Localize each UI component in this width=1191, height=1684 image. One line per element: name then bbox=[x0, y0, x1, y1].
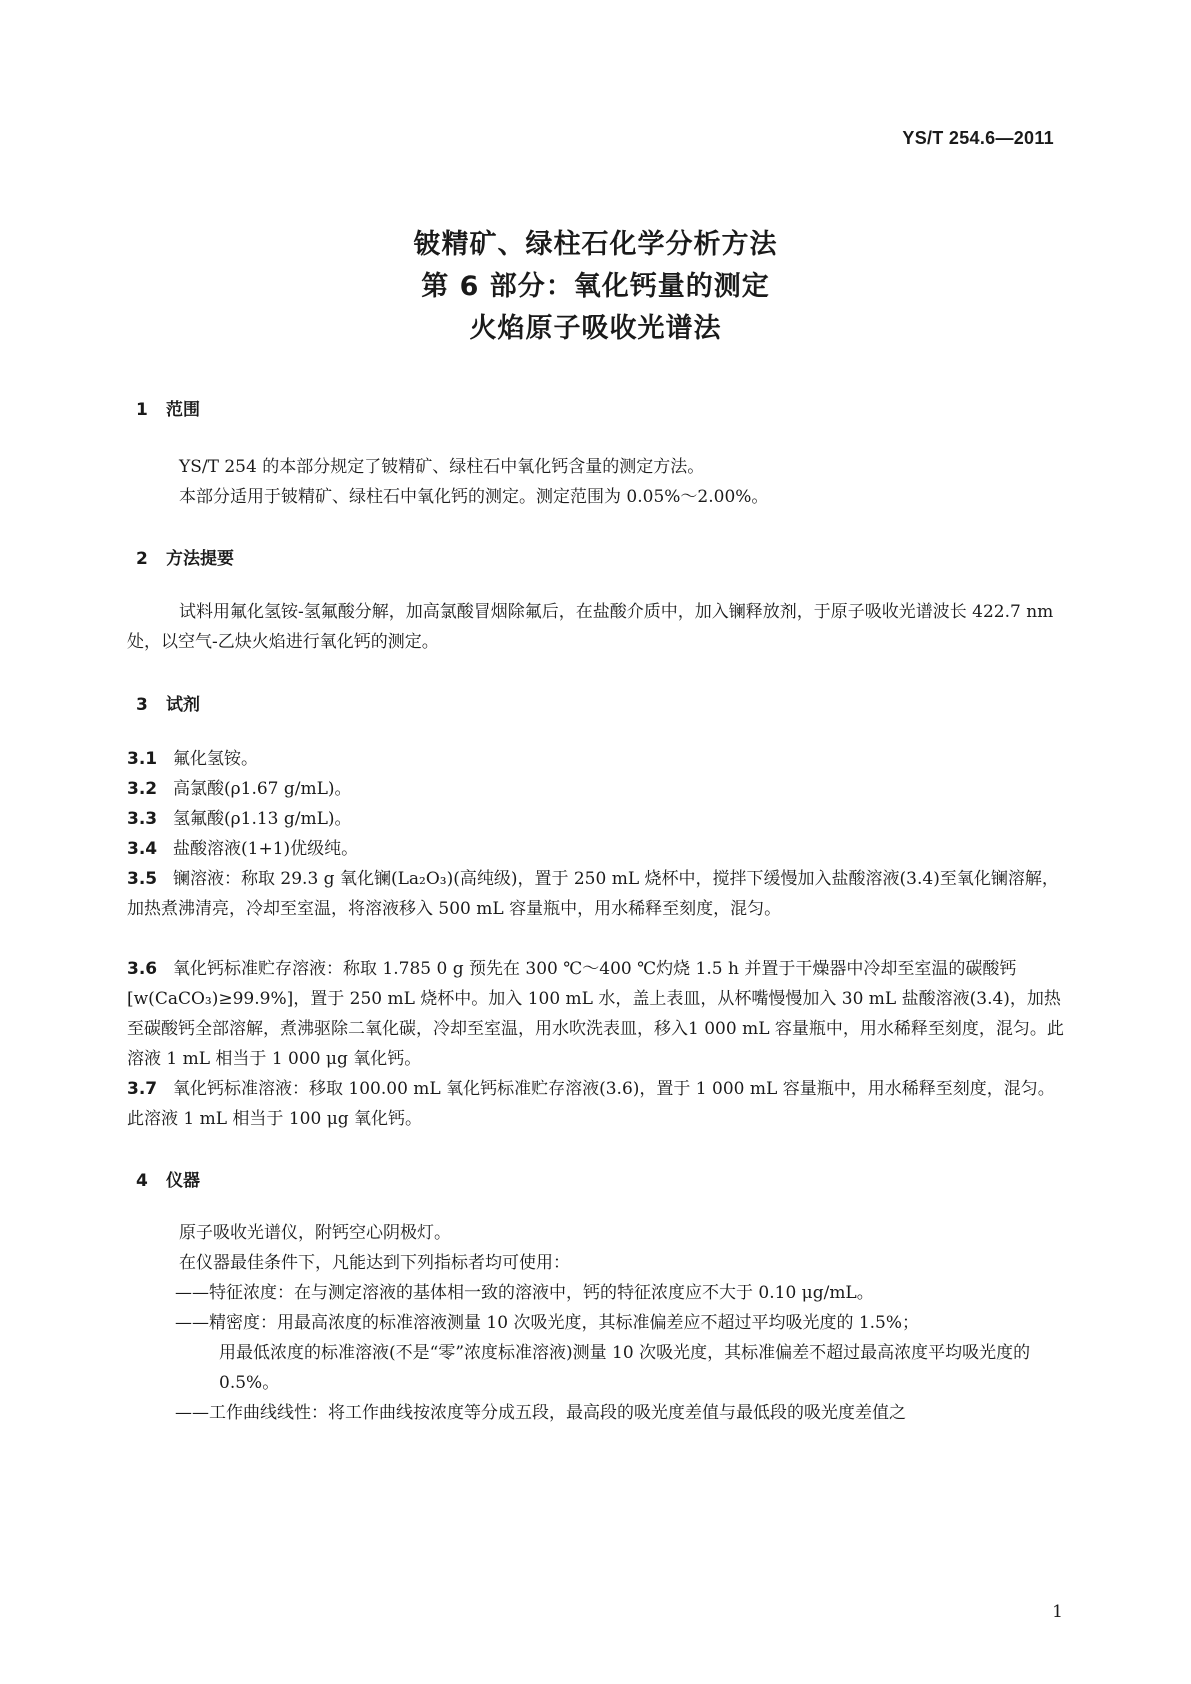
spec-item-linearity bbox=[175, 1398, 1066, 1428]
paragraph: 原子吸收光谱仪，附钙空心阴极灯。 bbox=[179, 1223, 451, 1243]
list-item bbox=[127, 954, 1066, 1074]
item-text: 氧化钙标准贮存溶液：称取 1.785 0 g 预先在 300 ℃～400 ℃灼烧 1.5 h 并置于干燥器中冷却至室温的碳酸钙[w(CaCO₃)≥99.9%]，置于 250 mL 烧杯中。加入 100 mL 水，盖上表皿，从杯嘴慢慢加入 30 mL 盐酸溶液(3.4)，加热至碳酸钙全部溶解，煮沸驱除二氧化碳，冷却至室温，用水吹洗表皿，移入1 000 mL 容量瓶中，用水稀释至刻度，混匀。此溶液 1 mL 相当于 1 000 μg 氧化钙。 bbox=[127, 959, 1064, 1069]
document-title bbox=[0, 224, 1191, 350]
title-line-3: 火焰原子吸收光谱法 bbox=[469, 313, 722, 344]
item-text: 高氯酸(ρ1.67 g/mL)。 bbox=[173, 779, 352, 799]
list-item bbox=[127, 864, 1066, 924]
item-number: 3.6 bbox=[127, 959, 158, 979]
section-number: 4 bbox=[136, 1171, 148, 1191]
item-text: 盐酸溶液(1+1)优级纯。 bbox=[173, 839, 359, 859]
section-title: 试剂 bbox=[166, 695, 200, 715]
section-number: 3 bbox=[136, 695, 148, 715]
list-item bbox=[127, 804, 1066, 834]
item-text: 氧化钙标准溶液：移取 100.00 mL 氧化钙标准贮存溶液(3.6)，置于 1 000 mL 容量瓶中，用水稀释至刻度，混匀。此溶液 1 mL 相当于 100 μg 氧化钙。 bbox=[127, 1079, 1055, 1129]
title-line-1: 铍精矿、绿柱石化学分析方法 bbox=[413, 229, 778, 260]
list-item bbox=[127, 774, 1066, 804]
page-number: 1 bbox=[1052, 1602, 1063, 1622]
section-title: 范围 bbox=[166, 400, 200, 420]
item-number: 3.2 bbox=[127, 779, 158, 799]
item-text: 氟化氢铵。 bbox=[173, 749, 258, 769]
standard-code: YS/T 254.6—2011 bbox=[902, 128, 1054, 148]
section-2-body bbox=[127, 597, 1066, 657]
paragraph: 本部分适用于铍精矿、绿柱石中氧化钙的测定。测定范围为 0.05%～2.00%。 bbox=[179, 487, 769, 507]
list-item bbox=[127, 1074, 1066, 1134]
section-4-body bbox=[127, 1218, 1066, 1278]
section-4-heading bbox=[136, 1166, 200, 1191]
dash-line: ——工作曲线线性：将工作曲线按浓度等分成五段，最高段的吸光度差值与最低段的吸光度差值之 bbox=[175, 1403, 906, 1423]
section-title: 仪器 bbox=[166, 1171, 200, 1191]
list-item bbox=[127, 834, 1066, 864]
paragraph: 试料用氟化氢铵-氢氟酸分解，加高氯酸冒烟除氟后，在盐酸介质中，加入镧释放剂，于原子吸收光谱波长 422.7 nm 处，以空气-乙炔火焰进行氧化钙的测定。 bbox=[127, 602, 1054, 652]
section-3-heading bbox=[136, 690, 200, 715]
section-2-heading bbox=[136, 544, 234, 569]
section-1-heading bbox=[136, 395, 200, 420]
title-line-2: 第 6 部分：氧化钙量的测定 bbox=[421, 271, 770, 302]
section-number: 1 bbox=[136, 400, 148, 420]
dash-line: ——精密度：用最高浓度的标准溶液测量 10 次吸光度，其标准偏差应不超过平均吸光度的 1.5%； bbox=[175, 1313, 920, 1333]
dash-line: ——特征浓度：在与测定溶液的基体相一致的溶液中，钙的特征浓度应不大于 0.10 μg/mL。 bbox=[175, 1283, 874, 1303]
paragraph: 在仪器最佳条件下，凡能达到下列指标者均可使用： bbox=[179, 1253, 570, 1273]
item-number: 3.3 bbox=[127, 809, 158, 829]
item-number: 3.7 bbox=[127, 1079, 158, 1099]
spec-item-characteristic-concentration bbox=[175, 1278, 1066, 1308]
item-number: 3.5 bbox=[127, 869, 158, 889]
section-1-body bbox=[127, 452, 1066, 512]
list-item bbox=[127, 744, 1066, 774]
section-title: 方法提要 bbox=[166, 549, 234, 569]
item-text: 镧溶液：称取 29.3 g 氧化镧(La₂O₃)(高纯级)，置于 250 mL 烧杯中，搅拌下缓慢加入盐酸溶液(3.4)至氧化镧溶解，加热煮沸清亮，冷却至室温，将溶液移入 500 mL 容量瓶中，用水稀释至刻度，混匀。 bbox=[127, 869, 1059, 919]
item-text: 氢氟酸(ρ1.13 g/mL)。 bbox=[173, 809, 352, 829]
paragraph: YS/T 254 的本部分规定了铍精矿、绿柱石中氧化钙含量的测定方法。 bbox=[179, 457, 705, 477]
section-number: 2 bbox=[136, 549, 148, 569]
item-number: 3.1 bbox=[127, 749, 158, 769]
spec-item-precision bbox=[175, 1308, 1066, 1398]
item-number: 3.4 bbox=[127, 839, 158, 859]
dash-continuation: 用最低浓度的标准溶液(不是“零”浓度标准溶液)测量 10 次吸光度，其标准偏差不超过最高浓度平均吸光度的 0.5%。 bbox=[219, 1343, 1031, 1393]
